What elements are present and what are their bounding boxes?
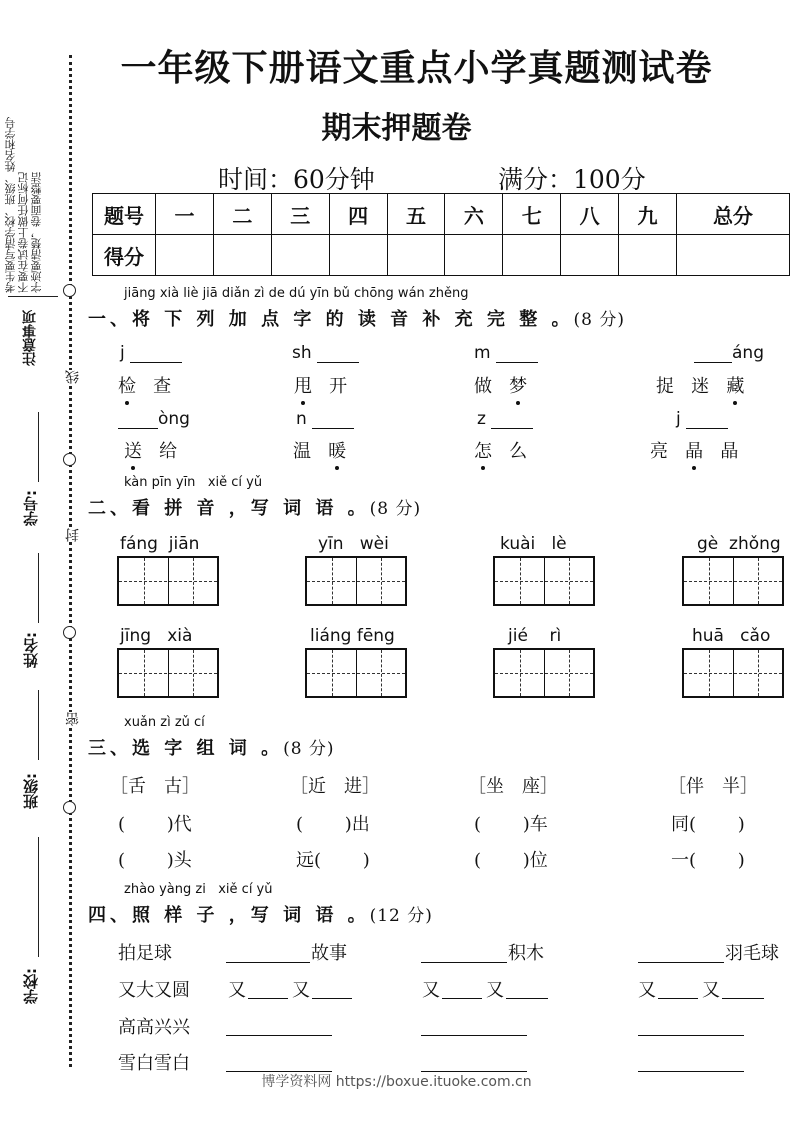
example-word: 雪白雪白 (118, 1053, 190, 1074)
name-field[interactable] (38, 690, 39, 760)
grid-pinyin: jīng xià (120, 626, 193, 646)
notes-divider (8, 296, 58, 297)
score-cell: 四 (329, 194, 387, 235)
section1-pinyin: jiāng xià liè jiā diǎn zì de dú yīn bǔ chōng wán zhěng (124, 286, 469, 301)
score-table-score-row (93, 235, 790, 276)
pinyin-answer-8: j (676, 409, 728, 429)
score-input-cell[interactable] (213, 235, 271, 276)
score-input-cell[interactable] (271, 235, 329, 276)
fill-word: 又 (638, 980, 656, 1001)
word-item: 亮 晶 晶 (650, 441, 739, 462)
char-choice: ［舌 古］ (110, 776, 200, 797)
section2-heading (88, 494, 421, 520)
section3-heading (88, 734, 335, 760)
section3-pinyin: xuǎn zì zǔ cí (124, 715, 205, 730)
answer-blank[interactable] (317, 348, 359, 363)
score-cell-total: 总分 (676, 194, 789, 235)
grid-pinyin: jié rì (508, 626, 562, 646)
fill-word: 又 (422, 980, 440, 1001)
fill-blank[interactable]: 同( ) (671, 814, 745, 835)
char-choice: ［近 进］ (290, 776, 380, 797)
page-subtitle: 期末押题卷 (321, 111, 472, 146)
fill-word: 羽毛球 (725, 943, 779, 964)
name-label: 姓名: (22, 632, 40, 668)
section1-heading (88, 305, 625, 331)
seal-char-secret: 密 (65, 712, 81, 726)
field-underline (38, 412, 39, 482)
binding-ring (63, 801, 76, 814)
section4-heading (88, 901, 433, 927)
note-line: 不要在试卷上做任何标记 (17, 172, 30, 293)
grid-pinyin: fáng jiān (120, 534, 200, 554)
section3-score: (8 分) (283, 739, 335, 759)
student-id-label: 学号: (22, 490, 40, 526)
writing-grid[interactable] (493, 556, 595, 606)
exam-time: 时间：60分钟 (218, 165, 375, 194)
binding-ring (63, 626, 76, 639)
answer-line[interactable] (421, 1035, 527, 1036)
fill-blank[interactable]: 一( ) (671, 850, 745, 871)
answer-blank[interactable] (686, 414, 728, 429)
fill-blank[interactable]: 远( ) (296, 850, 370, 871)
writing-grid[interactable] (682, 556, 784, 606)
fill-blank[interactable]: ( )出 (296, 814, 370, 835)
binding-ring (63, 453, 76, 466)
score-cell: 六 (445, 194, 503, 235)
word-item: 甩 开 (294, 376, 348, 397)
word-item: 怎 么 (474, 441, 528, 462)
word-item: 温 暖 (293, 441, 347, 462)
answer-line[interactable] (722, 998, 764, 999)
fill-blank[interactable]: ( )代 (118, 814, 192, 835)
writing-grid[interactable] (305, 648, 407, 698)
answer-blank[interactable] (130, 348, 182, 363)
score-row-label: 得分 (93, 235, 156, 276)
score-cell: 二 (213, 194, 271, 235)
score-cell: 七 (503, 194, 561, 235)
writing-grid[interactable] (493, 648, 595, 698)
class-field[interactable] (38, 837, 39, 957)
pinyin-answer-5: òng (118, 409, 190, 429)
answer-blank[interactable] (496, 348, 538, 363)
section2-pinyin: kàn pīn yīn xiě cí yǔ (124, 475, 263, 490)
answer-line[interactable] (442, 998, 482, 999)
score-input-cell[interactable] (445, 235, 503, 276)
word-item: 做 梦 (474, 376, 528, 397)
seal-char-line: 线 (65, 370, 81, 384)
score-input-cell[interactable] (503, 235, 561, 276)
score-cell-label: 题号 (93, 194, 156, 235)
writing-grid[interactable] (305, 556, 407, 606)
answer-line[interactable] (226, 962, 310, 963)
answer-blank[interactable] (694, 348, 732, 363)
pinyin-answer-4: áng (694, 343, 764, 363)
score-input-cell[interactable] (676, 235, 789, 276)
score-input-cell[interactable] (329, 235, 387, 276)
grid-pinyin: kuài lè (500, 534, 567, 554)
score-table (92, 193, 790, 276)
answer-blank[interactable] (491, 414, 533, 429)
fill-word: 积木 (508, 943, 544, 964)
grid-pinyin: liáng fēng (310, 626, 395, 646)
section4-title: 四、照 样 子 ，写 词 语 。 (88, 905, 370, 926)
fill-word: 又 (292, 980, 310, 1001)
watermark: 博学资料网 https://boxue.ituoke.com.cn (261, 1074, 532, 1090)
section2-title: 二、看 拼 音 ，写 词 语 。 (88, 498, 370, 519)
word-item: 送 给 (124, 441, 178, 462)
example-word: 拍足球 (118, 943, 172, 964)
score-cell: 八 (561, 194, 619, 235)
word-item: 检 查 (118, 376, 172, 397)
example-word: 又大又圆 (118, 980, 190, 1001)
pinyin-answer-6: n (296, 409, 354, 429)
answer-line[interactable] (638, 1035, 744, 1036)
section4-pinyin: zhào yàng zi xiě cí yǔ (124, 882, 273, 897)
writing-grid[interactable] (117, 648, 219, 698)
score-table-header-row (93, 194, 790, 235)
notes-title: 注意事项 (22, 310, 38, 366)
binding-ring (63, 284, 76, 297)
score-input-cell[interactable] (387, 235, 445, 276)
score-cell: 三 (271, 194, 329, 235)
answer-line[interactable] (638, 962, 724, 963)
section1-score: (8 分) (573, 310, 625, 330)
grid-pinyin: yīn wèi (318, 534, 389, 554)
school-label: 学校: (22, 968, 40, 1004)
answer-line[interactable] (658, 998, 698, 999)
score-input-cell[interactable] (619, 235, 677, 276)
seal-char-seal: 封 (65, 528, 81, 542)
char-choice: ［伴 半］ (668, 776, 758, 797)
score-input-cell[interactable] (561, 235, 619, 276)
pinyin-answer-7: z (477, 409, 533, 429)
binding-dotted-line (69, 55, 72, 1067)
full-score: 满分：100分 (498, 165, 646, 194)
section1-title: 一、将 下 列 加 点 字 的 读 音 补 充 完 整 。 (88, 309, 574, 330)
word-item: 捉 迷 藏 (656, 376, 745, 397)
student-id-field[interactable] (38, 553, 39, 623)
score-cell: 五 (387, 194, 445, 235)
pinyin-answer-1: j (120, 343, 182, 363)
score-cell: 一 (156, 194, 214, 235)
section4-score: (12 分) (369, 906, 433, 926)
fill-word: 又 (486, 980, 504, 1001)
answer-line[interactable] (248, 998, 288, 999)
answer-blank[interactable] (118, 414, 158, 429)
fill-blank[interactable]: ( )车 (474, 814, 548, 835)
class-label: 班级: (22, 773, 40, 809)
answer-line[interactable] (226, 1035, 332, 1036)
example-word: 高高兴兴 (118, 1017, 190, 1038)
char-choice: ［坐 座］ (468, 776, 558, 797)
pinyin-answer-3: m (474, 343, 538, 363)
answer-blank[interactable] (312, 414, 354, 429)
section3-title: 三、选 字 组 词 。 (88, 738, 284, 759)
fill-word: 又 (702, 980, 720, 1001)
score-input-cell[interactable] (156, 235, 214, 276)
pinyin-answer-2: sh (292, 343, 359, 363)
note-line: 考生要写清学校、班级、姓名和学号 (4, 117, 17, 293)
writing-grid[interactable] (682, 648, 784, 698)
grid-pinyin: gè zhǒng (697, 534, 781, 554)
grid-pinyin: huā cǎo (692, 626, 771, 646)
score-cell: 九 (619, 194, 677, 235)
page-title: 一年级下册语文重点小学真题测试卷 (120, 48, 713, 89)
answer-line[interactable] (312, 998, 352, 999)
fill-blank[interactable]: ( )位 (474, 850, 548, 871)
answer-line[interactable] (506, 998, 548, 999)
fill-word: 故事 (311, 943, 347, 964)
writing-grid[interactable] (117, 556, 219, 606)
answer-line[interactable] (421, 962, 507, 963)
fill-word: 又 (228, 980, 246, 1001)
note-line: 字迹要清楚，卷面要整洁 (30, 172, 43, 293)
section2-score: (8 分) (369, 499, 422, 519)
fill-blank[interactable]: ( )头 (118, 850, 192, 871)
